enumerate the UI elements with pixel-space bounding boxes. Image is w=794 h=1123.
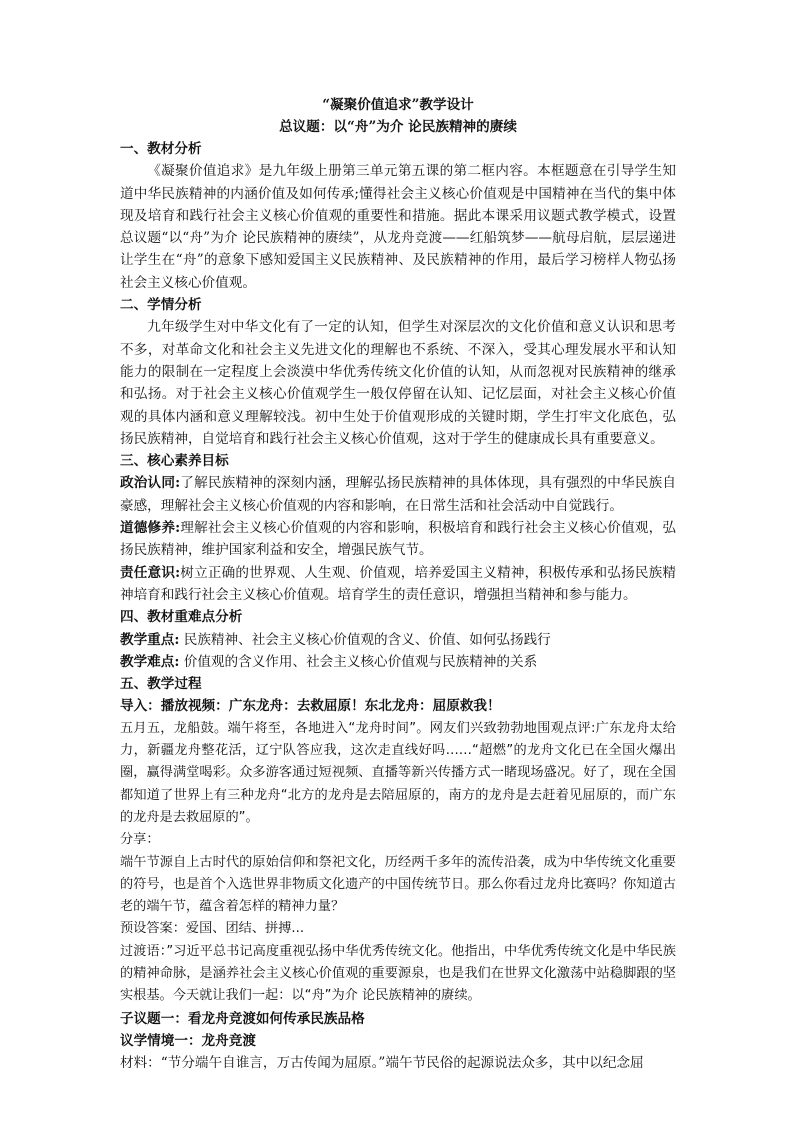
teaching-difficult-point bbox=[120, 651, 676, 673]
intro-heading: 导入：播放视频：广东龙舟：去救屈原！东北龙舟：屈原救我！ bbox=[120, 698, 501, 715]
goal-moral-cultivation bbox=[120, 517, 676, 562]
goal-responsibility bbox=[120, 562, 676, 607]
section-heading-student-analysis: 二、学情分析 bbox=[120, 297, 202, 314]
key-label: 教学重点: bbox=[120, 631, 180, 648]
share-paragraph: 端午节源自上古时代的原始信仰和祭祀文化，历经两千多年的流传沿袭，成为中华传统文化重要的符号，也是首个入选世界非物质文化遗产的中国传统节日。那么你看过龙舟比赛吗？你知道古老的端午节，蕴含着怎样的精神力量？ bbox=[120, 854, 676, 915]
document-subtitle: 总议题：以“舟”为介 论民族精神的赓续 bbox=[279, 119, 517, 135]
goal-text: 了解民族精神的深刻内涵，理解弘扬民族精神的具体体现，具有强烈的中华民族自豪感，理解社会主义核心价值观的内容和影响，在日常生活和社会活动中自觉践行。 bbox=[120, 475, 676, 514]
document-page bbox=[120, 94, 676, 1074]
intro-paragraph: 五月五，龙船鼓。端午将至，各地进入“龙舟时间”。网友们兴致勃勃地围观点评:广东龙舟太给力，新疆龙舟整花活，辽宁队答应我，这次走直线好吗……“超燃”的龙舟文化已在全国火爆出圈，赢得满堂喝彩。众多游客通过短视频、直播等新兴传播方式一睹现场盛况。好了，现在全国都知道了世界上有三种龙舟“北方的龙舟是去陪屈原的，南方的龙舟是去赶着见屈原的，而广东的龙舟是去救屈原的”。 bbox=[120, 720, 676, 825]
material-paragraph: 材料：“节分端午自谁言，万古传闻为屈原。”端午节民俗的起源说法众多，其中以纪念屈 bbox=[120, 1055, 644, 1072]
section-heading-key-difficult: 四、教材重难点分析 bbox=[120, 609, 243, 626]
transition-paragraph: 过渡语：”习近平总书记高度重视弘扬中华优秀传统文化。他指出，中华优秀传统文化是中华民族的精神命脉，是涵养社会主义核心价值观的重要源泉，也是我们在世界文化激荡中站稳脚跟的坚实根基。今天就让我们一起：以“舟”为介 论民族精神的赓续。 bbox=[120, 943, 676, 1004]
preset-answer: 预设答案：爱国、团结、拼搏... bbox=[120, 921, 305, 937]
sub-topic-one-heading: 子议题一：看龙舟竞渡如何传承民族品格 bbox=[120, 1010, 365, 1027]
goal-label: 政治认同: bbox=[120, 475, 181, 492]
goal-label: 道德修养: bbox=[120, 520, 181, 537]
student-analysis-paragraph: 九年级学生对中华文化有了一定的认知，但学生对深层次的文化价值和意义认识和思考不多，对革命文化和社会主义先进文化的理解也不系统、不深入，受其心理发展水平和认知能力的限制在一定程度上会淡漠中华优秀传统文化价值的认知，从而忽视对民族精神的继承和弘扬。对于社会主义核心价值观学生一般仅停留在认知、记忆层面，对社会主义核心价值观的具体内涵和意义理解较浅。初中生处于价值观形成的关键时期，学生打牢文化底色，弘扬民族精神，自觉培育和践行社会主义核心价值观，这对于学生的健康成长具有重要意义。 bbox=[120, 319, 676, 447]
section-heading-core-goals: 三、核心素养目标 bbox=[120, 453, 229, 470]
section-heading-textbook-analysis: 一、教材分析 bbox=[120, 141, 202, 157]
textbook-analysis-paragraph: 《凝聚价值追求》是九年级上册第三单元第五课的第二框内容。本框题意在引导学生知道中华民族精神的内涵价值及如何传承;懂得社会主义核心价值观是中国精神在当代的集中体现及培育和践行社会主义核心价值观的重要性和措施。据此本课采用议题式教学模式，设置总议题“以“舟”为介 论民族精神的赓续”，从龙舟竞渡——红船筑梦——航母启航，层层递进让学生在“舟”的意象下感知爱国主义民族精神、及民族精神的作用，最后学习榜样人物弘扬社会主义核心价值观。 bbox=[120, 163, 676, 291]
goal-political-identity bbox=[120, 472, 676, 517]
goal-text: 理解社会主义核心价值观的内容和影响，积极培育和践行社会主义核心价值观，弘扬民族精神，维护国家利益和安全，增强民族气节。 bbox=[120, 520, 676, 559]
situation-one-heading: 议学情境一：龙舟竞渡 bbox=[120, 1032, 256, 1049]
teaching-key-point bbox=[120, 629, 676, 651]
difficult-text: 价值观的含义作用、社会主义核心价值观与民族精神的关系 bbox=[179, 653, 538, 670]
difficult-label: 教学难点: bbox=[120, 653, 180, 670]
goal-text: 树立正确的世界观、人生观、价值观，培养爱国主义精神，积极传承和弘扬民族精神培育和践行社会主义核心价值观。培育学生的责任意识，增强担当精神和参与能力。 bbox=[120, 564, 676, 603]
goal-label: 责任意识: bbox=[120, 564, 181, 581]
key-text: 民族精神、社会主义核心价值观的含义、价值、如何弘扬践行 bbox=[179, 631, 551, 648]
section-heading-teaching-process: 五、教学过程 bbox=[120, 676, 202, 693]
document-title: “凝聚价值追求”教学设计 bbox=[322, 97, 474, 113]
share-label: 分享： bbox=[120, 832, 160, 848]
